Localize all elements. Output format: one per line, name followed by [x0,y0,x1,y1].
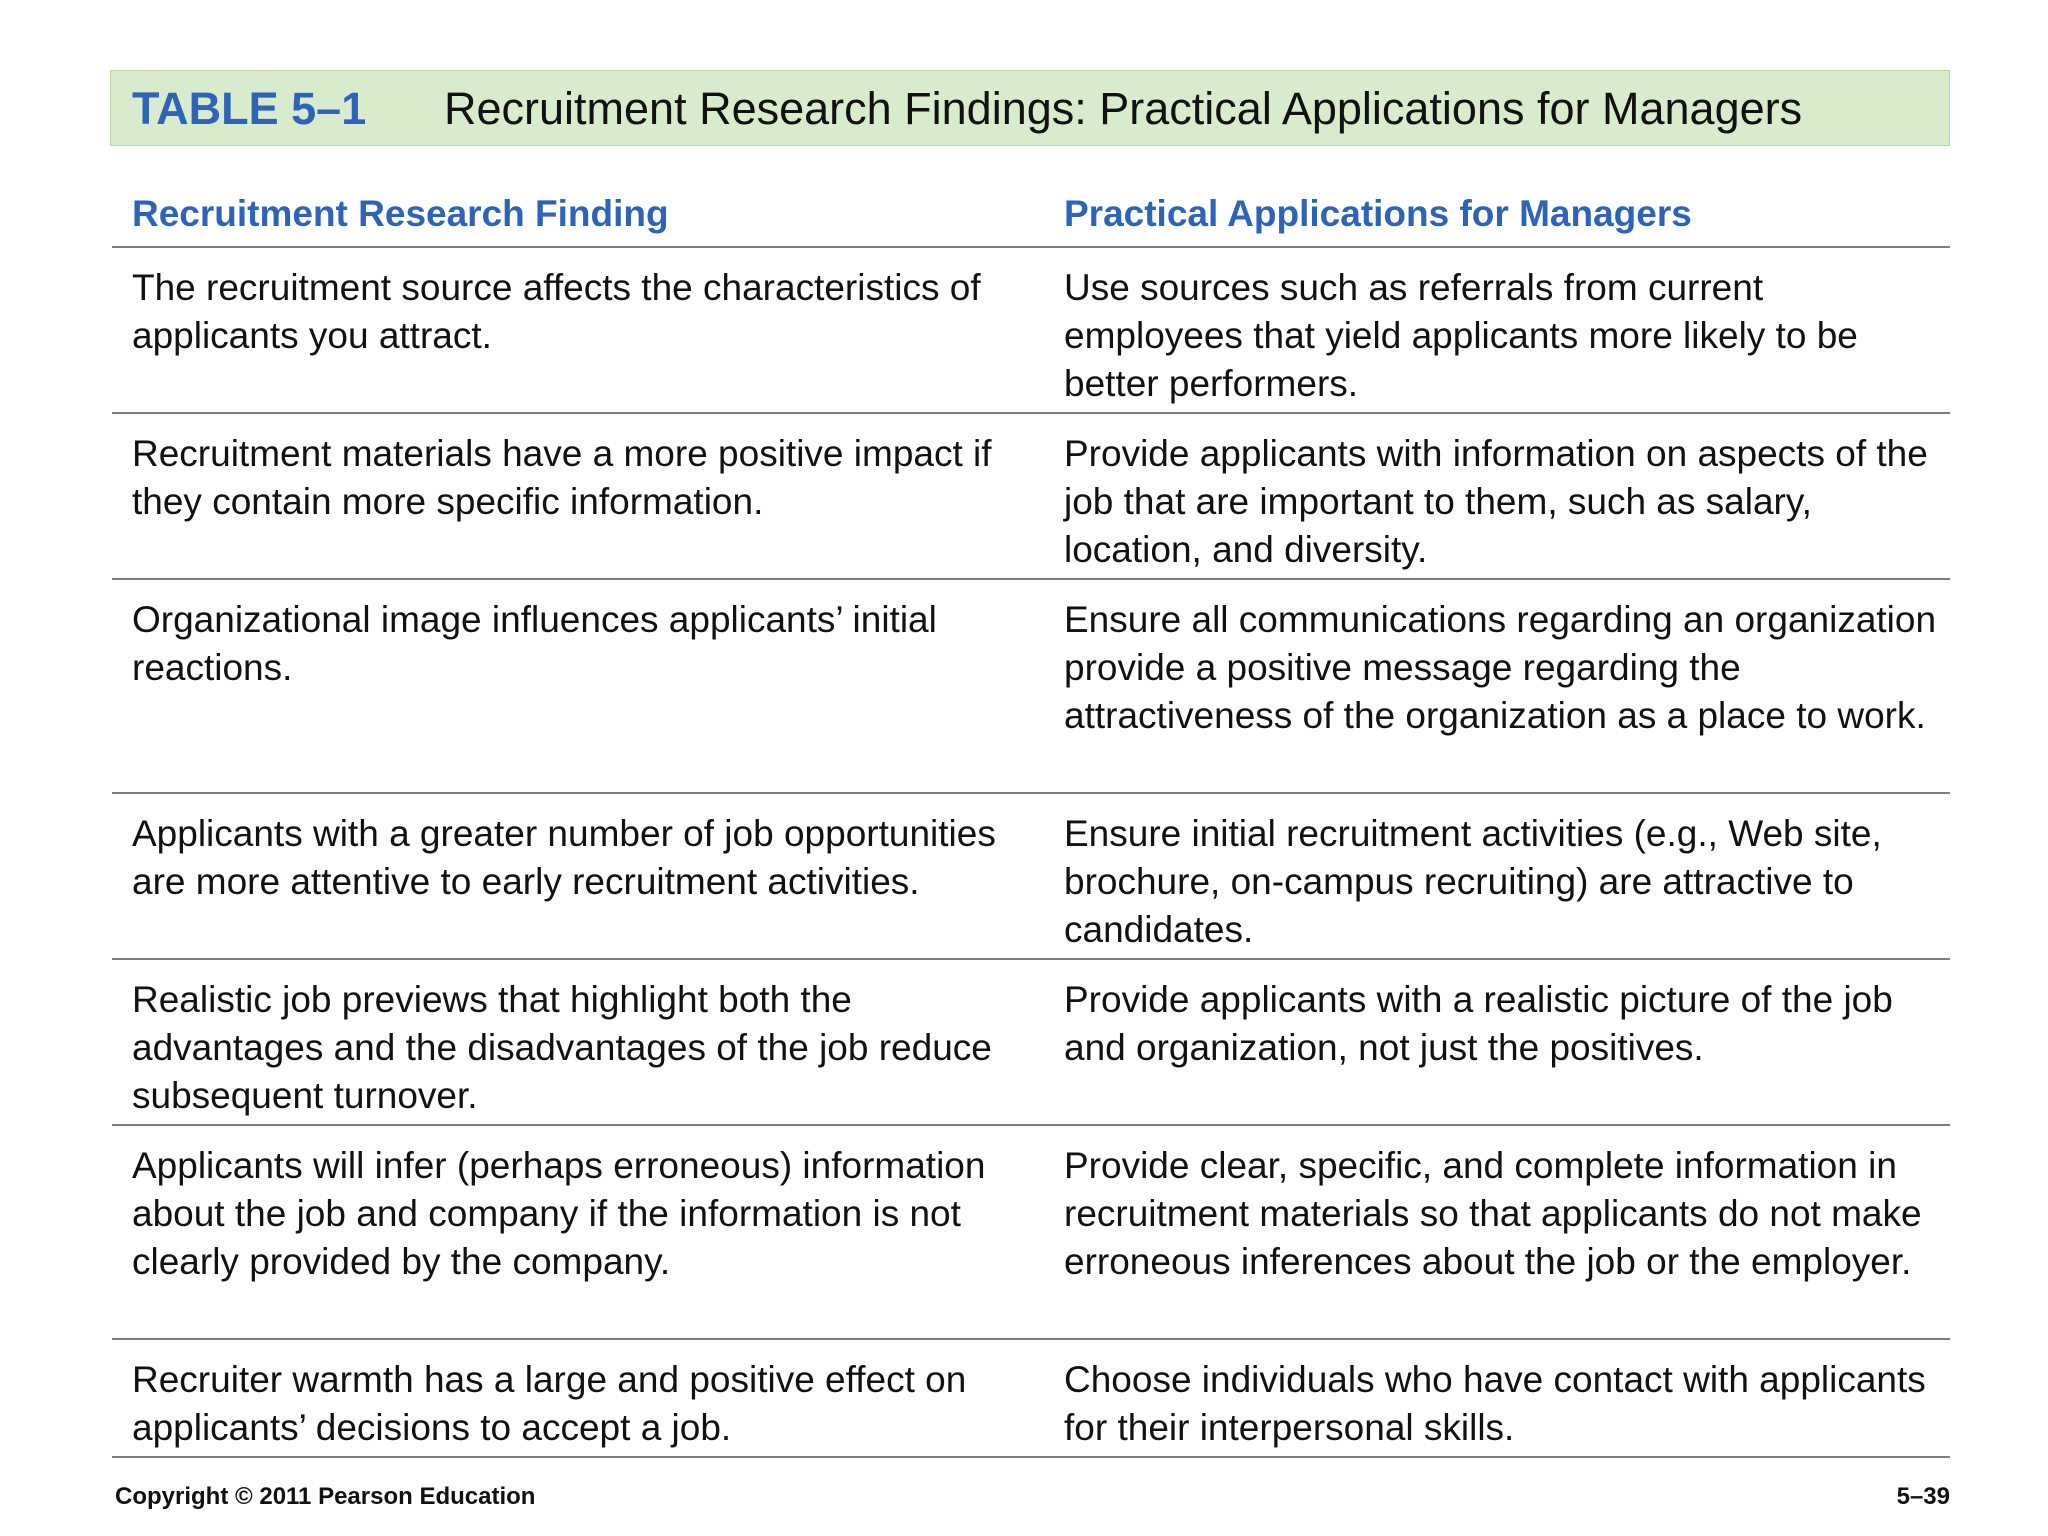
table-header-row [112,190,1950,248]
table-row [112,414,1950,580]
table-row [112,794,1950,960]
finding-cell: Applicants will infer (perhaps erroneous) information about the job and company if the information is not clearly provided by the company. [132,1145,986,1282]
finding-cell: Recruitment materials have a more positive impact if they contain more specific information. [132,433,992,522]
table-title: Recruitment Research Findings: Practical Applications for Managers [444,83,1803,134]
table-number: TABLE 5–1 [132,83,367,134]
findings-table [112,190,1950,1458]
application-cell: Provide applicants with a realistic picture of the job and organization, not just the positives. [1064,979,1893,1068]
application-cell: Use sources such as referrals from current employees that yield applicants more likely to be better performers. [1064,267,1858,404]
table-title-bar [110,70,1950,146]
application-cell: Ensure initial recruitment activities (e.g., Web site, brochure, on-campus recruiting) are attractive to candidates. [1064,813,1882,950]
page-number: 5–39 [1896,1483,1950,1510]
column-header-application: Practical Applications for Managers [1064,193,1692,234]
finding-cell: The recruitment source affects the characteristics of applicants you attract. [132,267,981,356]
table-row [112,1126,1950,1340]
finding-cell: Applicants with a greater number of job opportunities are more attentive to early recruitment activities. [132,813,996,902]
application-cell: Ensure all communications regarding an organization provide a positive message regarding the attractiveness of the organization as a place to work. [1064,599,1937,736]
table-row [112,960,1950,1126]
application-cell: Provide applicants with information on aspects of the job that are important to them, such as salary, location, and diversity. [1064,433,1928,570]
column-header-finding: Recruitment Research Finding [132,193,669,234]
copyright-notice: Copyright © 2011 Pearson Education [115,1483,536,1510]
finding-cell: Organizational image influences applicants’ initial reactions. [132,599,937,688]
application-cell: Choose individuals who have contact with applicants for their interpersonal skills. [1064,1359,1926,1448]
table-row [112,580,1950,794]
table-row [112,248,1950,414]
finding-cell: Recruiter warmth has a large and positive effect on applicants’ decisions to accept a job. [132,1359,967,1448]
finding-cell: Realistic job previews that highlight both the advantages and the disadvantages of the job reduce subsequent turnover. [132,979,992,1116]
table-row [112,1340,1950,1458]
application-cell: Provide clear, specific, and complete information in recruitment materials so that applicants do not make erroneous inferences about the job or the employer. [1064,1145,1922,1282]
